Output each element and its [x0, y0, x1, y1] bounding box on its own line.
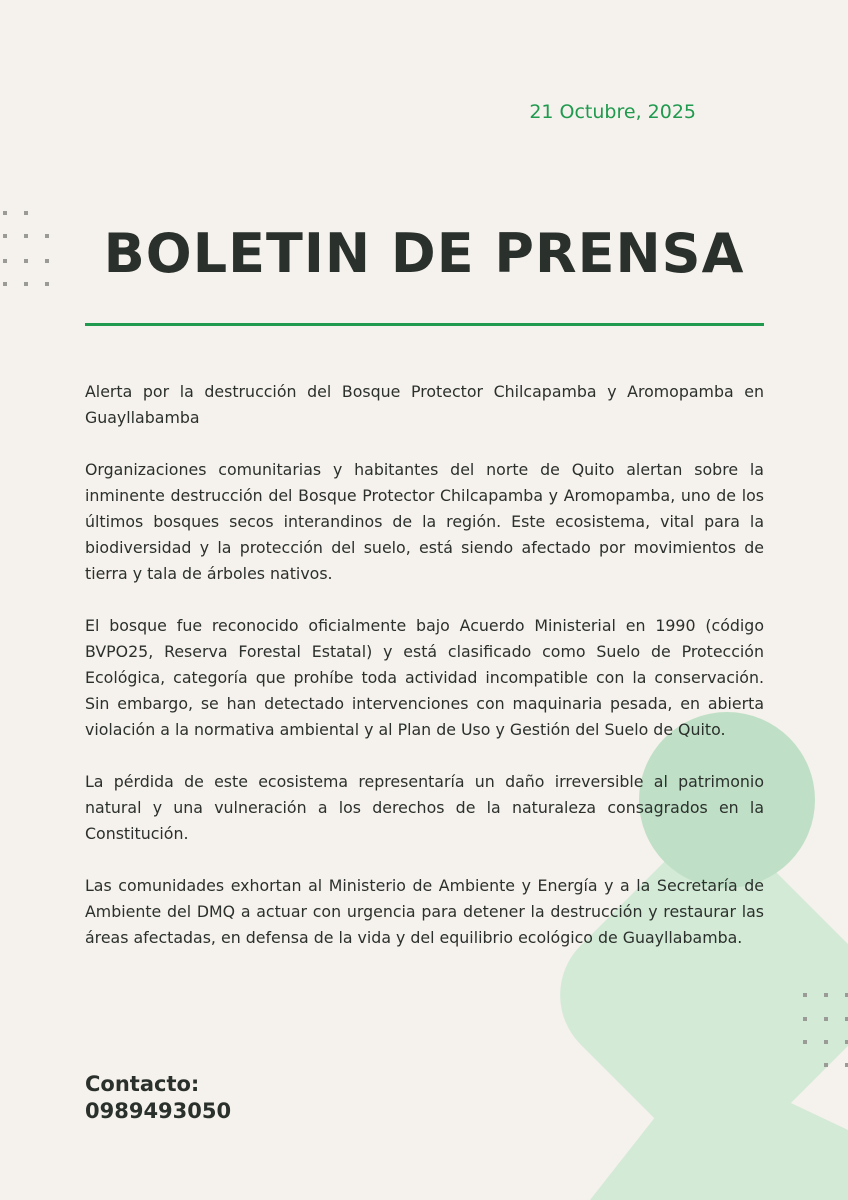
release-date: 21 Octubre, 2025 [529, 101, 696, 123]
contact-phone: 0989493050 [85, 1099, 232, 1123]
body-paragraph-1: Organizaciones comunitarias y habitantes del norte de Quito alertan sobre la inminente destrucción del Bosque Protector Chilcapamba y Aromopamba, uno de los últimos bosques secos interandinos de la región. Este ecosistema, vital para la biodiversidad y la protección del suelo, está siendo afectado por movimientos de tierra y tala de árboles nativos. [85, 460, 764, 583]
page-title: BOLETIN DE PRENSA [103, 222, 745, 285]
body-paragraph-3: La pérdida de este ecosistema representaría un daño irreversible al patrimonio natural y una vulneración a los derechos de la naturaleza consagrados en la Constitución. [85, 772, 764, 843]
body-paragraph-4: Las comunidades exhortan al Ministerio de Ambiente y Energía y a la Secretaría de Ambiente del DMQ a actuar con urgencia para detener la destrucción y restaurar las áreas afectadas, en defensa de la vida y del equilibrio ecológico de Guayllabamba. [85, 876, 764, 947]
contact-label: Contacto: [85, 1072, 200, 1096]
headline-paragraph: Alerta por la destrucción del Bosque Protector Chilcapamba y Aromopamba en Guayllabamba [85, 382, 764, 427]
release-body [85, 379, 764, 977]
body-paragraph-2: El bosque fue reconocido oficialmente bajo Acuerdo Ministerial en 1990 (código BVPO25, Reserva Forestal Estatal) y está clasificado como Suelo de Protección Ecológica, categoría que prohíbe toda actividad incompatible con la conservación. Sin embargo, se han detectado intervenciones con maquinaria pesada, en abierta violación a la normativa ambiental y al Plan de Uso y Gestión del Suelo de Quito. [85, 616, 764, 739]
contact-block [85, 1071, 231, 1125]
title-divider [85, 323, 764, 326]
